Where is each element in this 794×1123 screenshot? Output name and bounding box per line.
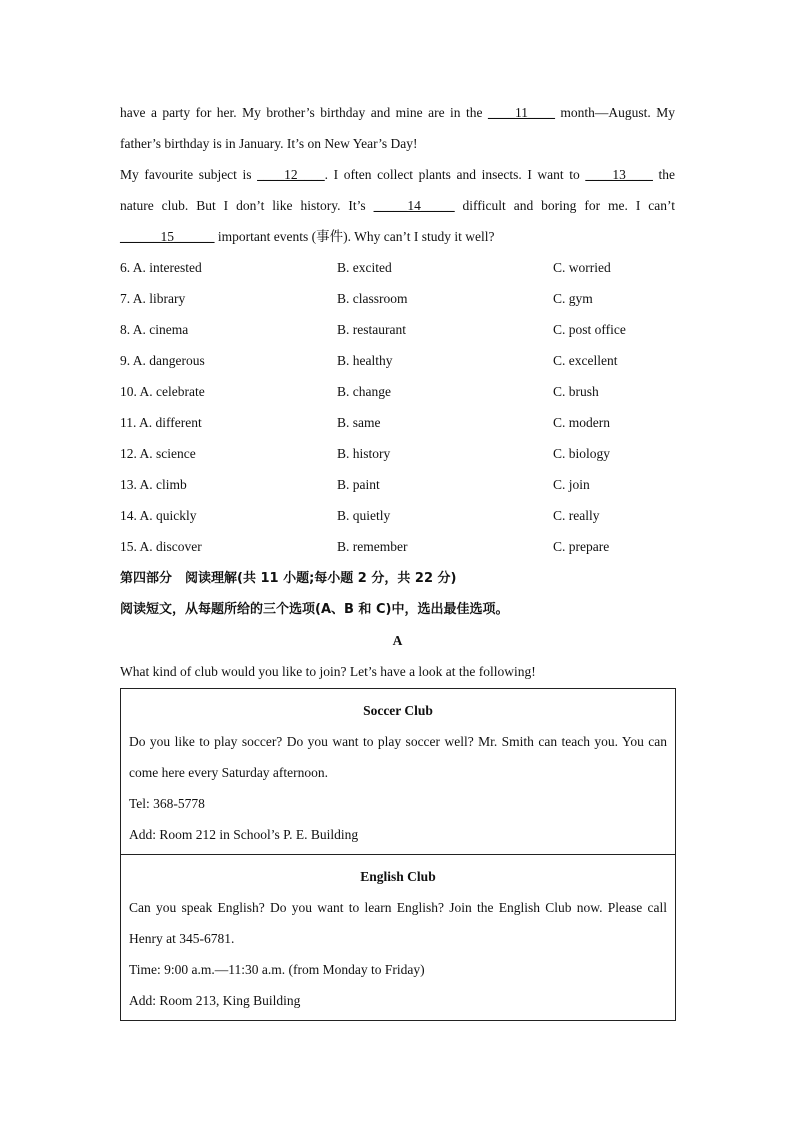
blank-15: ______15______ [120,229,215,244]
option-b: B. excited [337,259,392,275]
document-page [120,97,675,1021]
option-c: C. worried [553,259,611,275]
option-row [120,376,675,407]
section-title: 第四部分 阅读理解(共 11 小题;每小题 2 分，共 22 分) [120,570,457,586]
option-a: 8. A. cinema [120,321,189,337]
english-club-cell [121,854,676,1020]
option-a: 14. A. quickly [120,508,197,524]
blank-14: _____14_____ [373,198,455,213]
blank-12: ____12____ [257,167,325,182]
passage-text: month—August. My father’s birthday is in January. It’s on New Year’s Day! [120,105,675,151]
option-b: B. same [337,415,381,431]
passage-text: have a party for her. My brother’s birthday and mine are in the [120,105,488,120]
soccer-club-cell [121,688,676,854]
club-address: Add: Room 213, King Building [129,992,301,1008]
option-c: C. excellent [553,352,618,368]
option-b: B. history [337,446,391,462]
option-b: B. remember [337,539,408,555]
club-time: Time: 9:00 a.m.—11:30 a.m. (from Monday to Friday) [129,961,425,977]
option-row [120,314,675,345]
section-instruction: 阅读短文，从每题所给的三个选项(A、B 和 C)中，选出最佳选项。 [120,601,509,617]
club-description: Can you speak English? Do you want to learn English? Join the English Club now. Please call Henry at 345-6781. [129,899,667,946]
options-list [120,252,675,563]
club-address: Add: Room 212 in School’s P. E. Building [129,826,359,842]
passage-text: My favourite subject is [120,167,258,182]
option-a: 11. A. different [120,415,202,431]
option-row [120,283,675,314]
option-a: 13. A. climb [120,477,187,493]
clubs-table [120,688,676,1021]
option-row [120,501,675,532]
passage-intro: What kind of club would you like to join? Let’s have a look at the following! [120,663,536,679]
option-c: C. gym [553,290,593,306]
passage-text: difficult and boring for me. I can’t [454,198,675,213]
option-c: C. biology [553,446,611,462]
option-row [120,345,675,376]
option-c: C. modern [553,415,610,431]
option-c: C. brush [553,383,599,399]
passage-paragraph-2 [120,159,675,252]
option-a: 6. A. interested [120,259,202,275]
option-a: 15. A. discover [120,539,202,555]
option-b: B. healthy [337,352,393,368]
option-b: B. paint [337,477,380,493]
option-c: C. join [553,477,590,493]
blank-11: ____11____ [487,105,555,120]
option-b: B. restaurant [337,321,406,337]
option-row [120,439,675,470]
passage-letter: A [392,632,403,648]
table-row [121,854,676,1020]
option-a: 7. A. library [120,290,186,306]
option-c: C. post office [553,321,626,337]
option-b: B. change [337,383,391,399]
club-tel: Tel: 368-5778 [129,795,205,811]
option-row [120,407,675,438]
option-row [120,532,675,563]
option-row [120,252,675,283]
club-description: Do you like to play soccer? Do you want to play soccer well? Mr. Smith can teach you. You can come here every Saturday afternoon. [129,733,667,780]
option-b: B. classroom [337,290,408,306]
option-c: C. really [553,508,600,524]
passage-text: the nature club. But I don’t like history. It’s [120,167,675,213]
option-a: 10. A. celebrate [120,383,205,399]
passage-paragraph-1 [120,97,675,159]
passage-text: . I often collect plants and insects. I want to [324,167,586,182]
club-title: English Club [360,868,436,884]
club-title: Soccer Club [363,702,433,718]
option-a: 12. A. science [120,446,196,462]
option-a: 9. A. dangerous [120,352,205,368]
option-row [120,470,675,501]
blank-13: ____13____ [585,167,653,182]
option-b: B. quietly [337,508,391,524]
table-row [121,688,676,854]
option-c: C. prepare [553,539,610,555]
passage-text: important events (事件). Why can’t I study it well? [214,229,495,244]
